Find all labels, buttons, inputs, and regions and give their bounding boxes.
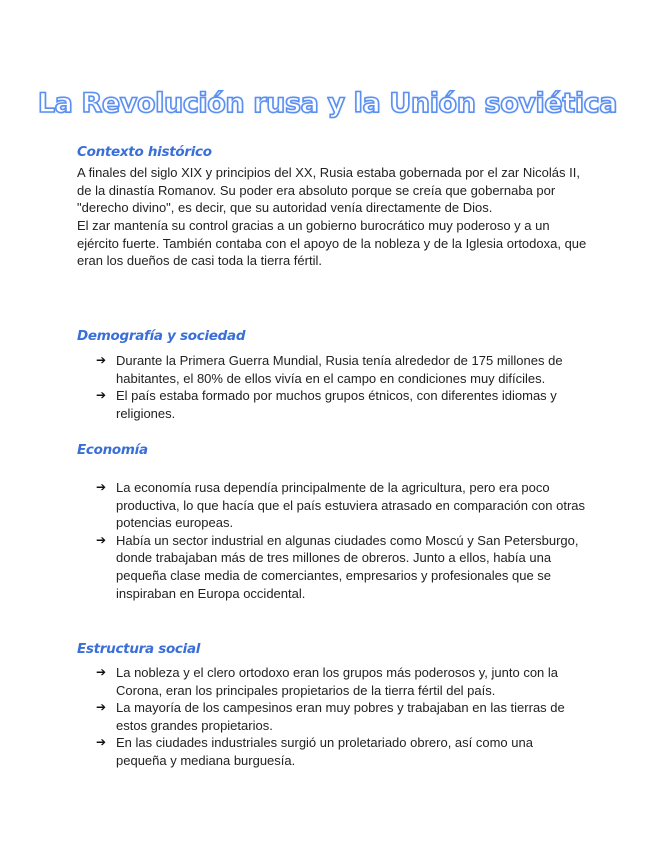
list-item-text: La economía rusa dependía principalmente de la agricultura, pero era poco productiva, lo que hacía que el país estuviera atrasado en comparación con otras potencias europeas. — [116, 480, 586, 531]
paragraph-contexto-1: A finales del siglo XIX y principios del XX, Rusia estaba gobernada por el zar Nicolás II, de la dinastía Romanov. Su poder era absoluto porque se creía que gobernaba por "derecho divino", es decir, que su autoridad venía directamente de Dios. — [77, 165, 580, 216]
heading-estructura-social: Estructura social — [77, 641, 201, 657]
heading-demografia: Demografía y sociedad — [77, 328, 246, 344]
arrow-bullet-icon: ➔ — [96, 353, 107, 367]
list-item — [96, 734, 586, 769]
arrow-bullet-icon: ➔ — [96, 700, 107, 715]
list-item — [96, 532, 586, 602]
list-item-text: La nobleza y el clero ortodoxo eran los grupos más poderosos y, junto con la Corona, eran los principales propietarios de la tierra fértil del país. — [116, 665, 559, 698]
list-estructura-social — [96, 664, 586, 770]
list-item — [96, 352, 586, 387]
heading-economia: Economía — [77, 442, 148, 458]
arrow-bullet-icon: ➔ — [96, 388, 107, 403]
list-demografia — [96, 352, 586, 422]
heading-contexto-historico: Contexto histórico — [77, 144, 212, 160]
arrow-bullet-icon: ➔ — [96, 665, 107, 679]
list-item-text: En las ciudades industriales surgió un proletariado obrero, así como una pequeña y mediana burguesía. — [116, 735, 533, 768]
arrow-bullet-icon: ➔ — [96, 532, 107, 547]
list-item-text: La mayoría de los campesinos eran muy pobres y trabajaban en las tierras de estos grandes propietarios. — [116, 700, 565, 733]
list-item — [96, 664, 586, 699]
paragraph-contexto-2: El zar mantenía su control gracias a un gobierno burocrático muy poderoso y a un ejército fuerte. También contaba con el apoyo de la nobleza y de la Iglesia ortodoxa, que eran los dueños de casi toda la tierra fértil. — [77, 218, 587, 269]
arrow-bullet-icon: ➔ — [96, 735, 107, 750]
list-item — [96, 479, 586, 532]
arrow-bullet-icon: ➔ — [96, 480, 107, 494]
document-title: La Revolución rusa y la Unión soviética — [37, 88, 618, 120]
list-item-text: El país estaba formado por muchos grupos étnicos, con diferentes idiomas y religiones. — [116, 388, 557, 421]
list-item-text: Durante la Primera Guerra Mundial, Rusia tenía alrededor de 175 millones de habitantes, el 80% de ellos vivía en el campo en condiciones muy difíciles. — [116, 353, 563, 386]
list-item — [96, 699, 586, 734]
list-economia — [96, 479, 586, 602]
list-item-text: Había un sector industrial en algunas ciudades como Moscú y San Petersburgo, donde trabajaban más de tres millones de obreros. Junto a ellos, había una pequeña clase media de comerciantes, empresarios y profesionales que se inspiraban en Europa occidental. — [116, 532, 579, 601]
list-item — [96, 387, 586, 422]
